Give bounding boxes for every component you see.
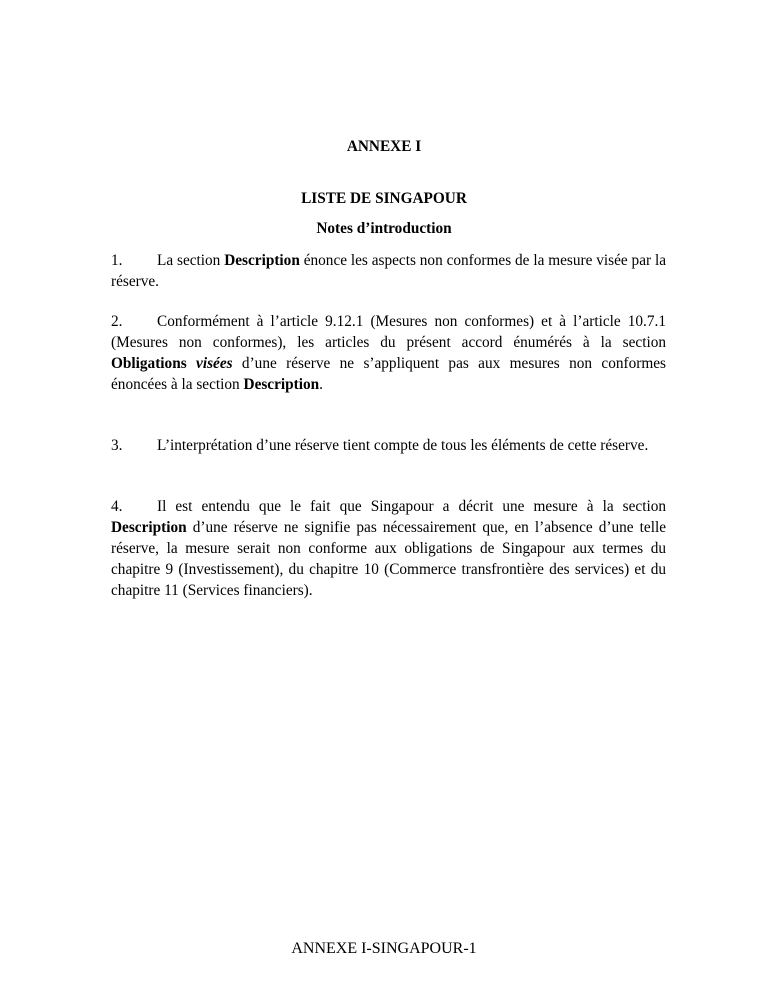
paragraph-segment: énonce les aspects non conformes de la mesure visée par la réserve. (111, 252, 666, 290)
paragraph-segment: Description (224, 252, 300, 269)
paragraph-segment: d’une réserve ne s’appliquent pas aux mesures non conformes énoncées à la section (111, 355, 667, 393)
annex-title: ANNEXE I (346, 138, 422, 155)
paragraph-text (111, 313, 666, 393)
paragraph-1 (111, 250, 666, 292)
paragraph-segment: La section (157, 252, 225, 269)
list-title: LISTE DE SINGAPOUR (301, 190, 467, 207)
paragraph-segment: d’une réserve ne signifie pas nécessairement que, en l’absence d’une telle réserve, la mesure serait non conforme aux obligations de Singapour aux termes du chapitre 9 (Investissement), du chapitre 10 (Commerce transfrontière des services) et du chapitre 11 (Services financiers). (111, 519, 666, 599)
paragraph-segment: Conformément à l’article 9.12.1 (Mesures non conformes) et à l’article 10.7.1 (Mesures non conformes), les articles du présent accord énumérés à la section (111, 313, 666, 351)
paragraph-text (111, 252, 666, 290)
paragraph-text (157, 437, 648, 454)
page-footer: ANNEXE I-SINGAPOUR-1 (291, 940, 477, 957)
paragraph-segment: Description (243, 376, 320, 393)
notes-title: Notes d’introduction (316, 220, 452, 237)
paragraph-number: 4. (111, 498, 123, 515)
paragraph-segment: visées (196, 355, 233, 372)
paragraph-2 (111, 311, 666, 395)
paragraph-segment (187, 355, 196, 372)
paragraph-number: 1. (111, 252, 123, 269)
paragraph-segment: Il est entendu que le fait que Singapour a décrit une mesure à la section (157, 498, 666, 515)
paragraph-segment: L’interprétation d’une réserve tient compte de tous les éléments de cette réserve. (157, 437, 649, 454)
paragraph-number: 3. (111, 437, 123, 454)
paragraph-segment: Description (111, 519, 187, 536)
paragraph-text (111, 498, 666, 599)
paragraph-3 (111, 435, 666, 456)
paragraph-4 (111, 496, 666, 601)
paragraph-segment: . (319, 376, 323, 393)
paragraph-number: 2. (111, 313, 123, 330)
paragraph-segment: Obligations (111, 355, 187, 372)
